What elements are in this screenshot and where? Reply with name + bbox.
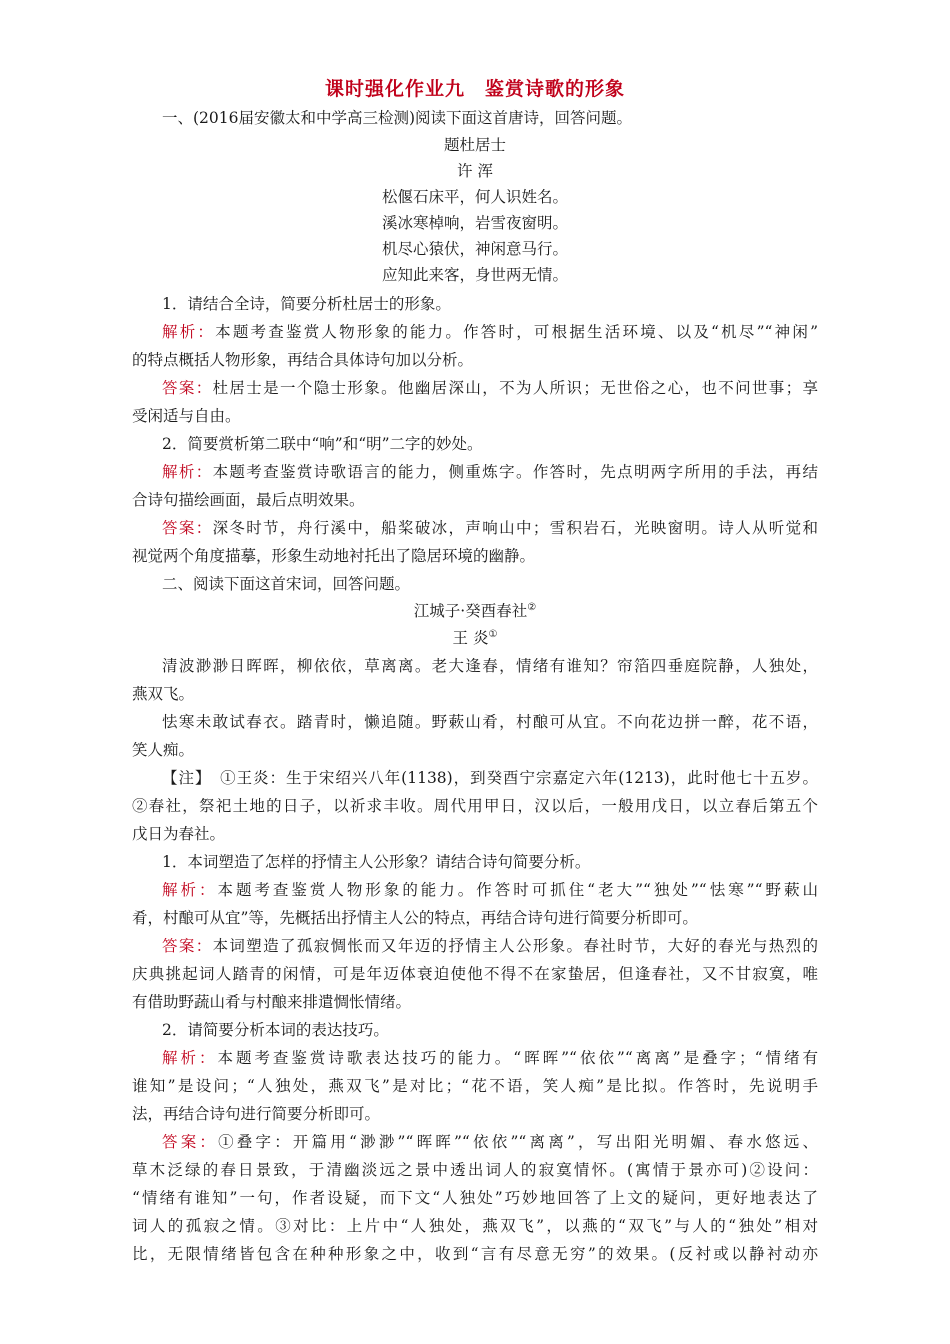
- annotation: 【注】 ①王炎：生于宋绍兴八年(1138)，到癸酉宁宗嘉定六年(1213)，此时他七十五岁。: [162, 769, 818, 787]
- s1-q1-analysis-cont: 的特点概括人物形象，再结合具体诗句加以分析。: [132, 351, 474, 369]
- s2-q1-analysis-cont: 肴，村酿可从宜”等，先概括出抒情主人公的特点，再结合诗句进行简要分析即可。: [132, 909, 698, 927]
- s1-q2-answer: 答案：深冬时节，舟行溪中，船桨破冰，声响山中；雪积岩石，光映窗明。诗人从听觉和: [162, 519, 818, 537]
- answer-label: 答案：: [162, 937, 213, 955]
- footnote-mark: ②: [527, 602, 537, 613]
- s2-q1-question: 1．本词塑造了怎样的抒情主人公形象？请结合诗句简要分析。: [162, 853, 591, 871]
- note-label: 【注】: [162, 769, 204, 787]
- answer-label: 答案：: [162, 519, 213, 537]
- s1-q2-analysis-cont: 合诗句描绘画面，最后点明效果。: [132, 491, 365, 509]
- s2-q2-answer-cont: 比，无限情绪皆包含在种种形象之中，收到“言有尽意无穷”的效果。(反衬或以静衬动亦: [132, 1245, 818, 1263]
- section2-intro: 二、阅读下面这首宋词，回答问题。: [162, 575, 411, 593]
- s2-q1-analysis: 解析：本题考查鉴赏人物形象的能力。作答时可抓住“老大”“独处”“怯寒”“野蔌山: [162, 881, 818, 899]
- s2-q1-answer-cont: 有借助野蔬山肴与村酿来排遣惆怅情绪。: [132, 993, 412, 1011]
- poem2-title: 江城子·癸酉春社②: [413, 602, 537, 620]
- s2-q2-analysis-cont: 法，再结合诗句进行简要分析即可。: [132, 1105, 381, 1123]
- poem1-author: 许 浑: [457, 162, 493, 180]
- annotation-cont: 戊日为春社。: [132, 825, 226, 843]
- footnote-mark: ①: [488, 629, 498, 640]
- s2-q2-analysis: 解析：本题考查鉴赏诗歌表达技巧的能力。“晖晖”“依依”“离离”是叠字；“情绪有: [162, 1049, 818, 1067]
- poem1-line-2: 溪冰寒棹响，岩雪夜窗明。: [381, 214, 568, 232]
- s2-q2-analysis-cont: 谁知”是设问；“人独处，燕双飞”是对比；“花不语，笑人痴”是比拟。作答时，先说明手: [132, 1077, 818, 1095]
- s2-q2-answer-cont: 草木泛绿的春日景致，于清幽淡远之景中透出词人的寂寞情怀。(寓情于景亦可)②设问：: [132, 1161, 818, 1179]
- analysis-label: 解析：: [162, 1049, 218, 1067]
- page-title: 课时强化作业九 鉴赏诗歌的形象: [324, 78, 625, 100]
- poem2-author: 王 炎①: [452, 629, 498, 647]
- s2-q2-question: 2．请简要分析本词的表达技巧。: [162, 1021, 389, 1039]
- poem1-line-1: 松偃石床平，何人识姓名。: [381, 188, 568, 206]
- answer-label: 答案：: [162, 379, 213, 397]
- analysis-label: 解析：: [162, 463, 213, 481]
- s1-q2-answer-cont: 视觉两个角度描摹，形象生动地衬托出了隐居环境的幽静。: [132, 547, 536, 565]
- s2-q2-answer-cont: 词人的孤寂之情。③对比：上片中“人独处，燕双飞”，以燕的“双飞”与人的“独处”相对: [132, 1217, 818, 1235]
- s1-q2-analysis: 解析：本题考查鉴赏诗歌语言的能力，侧重炼字。作答时，先点明两字所用的手法，再结: [162, 463, 818, 481]
- analysis-label: 解析：: [162, 881, 218, 899]
- poem2-stanza1-cont: 燕双飞。: [132, 685, 195, 703]
- s1-q1-answer: 答案：杜居士是一个隐士形象。他幽居深山，不为人所识；无世俗之心，也不问世事；享: [162, 379, 818, 397]
- section1-intro: 一、(2016届安徽太和中学高三检测)阅读下面这首唐诗，回答问题。: [162, 109, 633, 127]
- analysis-label: 解析：: [162, 323, 216, 341]
- annotation-cont: ②春社，祭祀土地的日子，以祈求丰收。周代用甲日，汉以后，一般用戊日，以立春后第五个: [132, 797, 818, 815]
- s1-q1-answer-cont: 受闲适与自由。: [132, 407, 241, 425]
- s2-q1-answer-cont: 庆典挑起词人踏青的闲情，可是年迈体衰迫使他不得不在家蛰居，但逢春社，又不甘寂寞，唯: [132, 965, 818, 983]
- s1-q1-question: 1．请结合全诗，简要分析杜居士的形象。: [162, 295, 451, 313]
- poem2-stanza2-cont: 笑人痴。: [132, 741, 195, 759]
- poem2-stanza1: 清波渺渺日晖晖，柳依依，草离离。老大逢春，情绪有谁知？帘箔四垂庭院静，人独处，: [162, 657, 818, 675]
- s1-q2-question: 2．简要赏析第二联中“响”和“明”二字的妙处。: [162, 435, 483, 453]
- s1-q1-analysis: 解析：本题考查鉴赏人物形象的能力。作答时，可根据生活环境、以及“机尽”“神闲”: [162, 323, 818, 341]
- s2-q1-answer: 答案：本词塑造了孤寂惆怅而又年迈的抒情主人公形象。春社时节，大好的春光与热烈的: [162, 937, 818, 955]
- poem1-line-3: 机尽心猿伏，神闲意马行。: [381, 240, 568, 258]
- answer-label: 答案：: [162, 1133, 219, 1151]
- s2-q2-answer-cont: “情绪有谁知”一句，作者设疑，而下文“人独处”巧妙地回答了上文的疑问，更好地表达了: [132, 1189, 818, 1207]
- poem1-title: 题杜居士: [443, 136, 506, 154]
- poem1-line-4: 应知此来客，身世两无情。: [381, 266, 568, 284]
- poem2-stanza2: 怯寒未敢试春衣。踏青时，懒追随。野蔌山肴，村酿可从宜。不向花边拼一醉，花不语，: [162, 713, 818, 731]
- s2-q2-answer: 答案：①叠字：开篇用“渺渺”“晖晖”“依依”“离离”，写出阳光明媚、春水悠远、: [162, 1133, 818, 1151]
